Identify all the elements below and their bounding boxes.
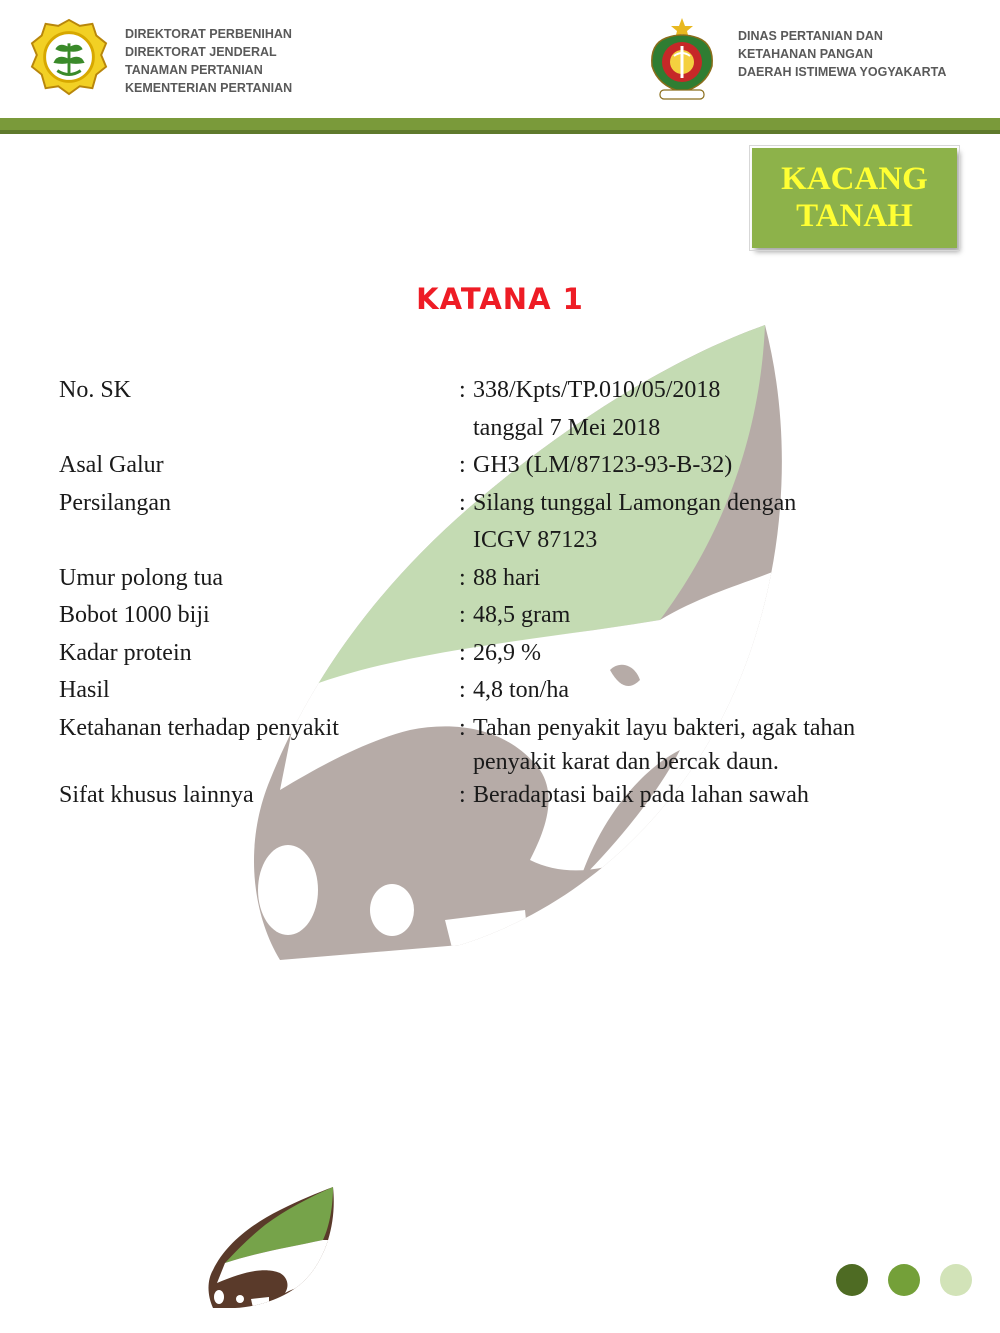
spec-value: [473, 372, 959, 447]
spec-separator: :: [459, 639, 466, 666]
spec-value-line: 26,9 %: [473, 639, 541, 666]
spec-value: [473, 485, 959, 560]
left-org-line: DIREKTORAT JENDERAL: [125, 45, 277, 59]
category-line: TANAH: [796, 198, 913, 234]
diy-emblem-logo: [646, 16, 718, 102]
spec-value-line: 4,8 ton/ha: [473, 677, 569, 703]
category-badge: [752, 148, 957, 248]
left-org-name: [125, 25, 292, 97]
spec-row: [59, 777, 959, 815]
spec-row: [59, 447, 959, 485]
spec-list: [59, 372, 959, 815]
decorative-dot-dark: [836, 1264, 868, 1296]
spec-label: No. SK: [59, 377, 132, 403]
spec-value: [473, 635, 959, 673]
small-leaf-logo: [205, 1185, 335, 1310]
spec-value: [473, 710, 959, 778]
spec-row: [59, 710, 959, 778]
spec-separator: :: [459, 677, 466, 703]
right-org-line: DAERAH ISTIMEWA YOGYAKARTA: [738, 65, 947, 79]
spec-row: [59, 635, 959, 673]
kementan-logo: [30, 18, 108, 96]
spec-value-line: penyakit karat dan bercak daun.: [473, 749, 779, 775]
spec-row: [59, 597, 959, 635]
spec-value: [473, 672, 959, 710]
spec-value-line: Tahan penyakit layu bakteri, agak tahan: [473, 714, 856, 741]
spec-value-line: tanggal 7 Mei 2018: [473, 414, 661, 441]
spec-label: Ketahanan terhadap penyakit: [59, 714, 339, 741]
header-divider-bar: [0, 118, 1000, 134]
spec-value: [473, 560, 959, 598]
spec-separator: :: [459, 377, 466, 403]
spec-value-line: GH3 (LM/87123-93-B-32): [473, 452, 733, 478]
page-title: KATANA 1: [416, 282, 584, 316]
spec-separator: :: [459, 602, 466, 628]
spec-row: [59, 560, 959, 598]
decorative-dot-light: [940, 1264, 972, 1296]
spec-separator: :: [459, 714, 466, 741]
spec-label: Sifat khusus lainnya: [59, 782, 254, 808]
spec-label: Asal Galur: [59, 452, 164, 478]
spec-value-line: 48,5 gram: [473, 602, 571, 628]
right-org-line: DINAS PERTANIAN DAN: [738, 29, 883, 43]
spec-label: Kadar protein: [59, 639, 192, 666]
spec-label: Hasil: [59, 677, 110, 703]
spec-separator: :: [459, 564, 466, 591]
decorative-dot-medium: [888, 1264, 920, 1296]
spec-label: Bobot 1000 biji: [59, 602, 210, 628]
spec-label: Umur polong tua: [59, 564, 223, 591]
category-line: KACANG: [781, 161, 928, 197]
spec-row: [59, 485, 959, 560]
spec-value-line: 338/Kpts/TP.010/05/2018: [473, 377, 721, 403]
spec-value: [473, 597, 959, 635]
spec-value-line: Silang tunggal Lamongan dengan: [473, 489, 797, 516]
right-org-name: [738, 27, 946, 81]
spec-row: [59, 672, 959, 710]
spec-separator: :: [459, 489, 466, 516]
spec-row: [59, 372, 959, 447]
right-org-line: KETAHANAN PANGAN: [738, 47, 873, 61]
spec-separator: :: [459, 452, 466, 478]
left-org-line: KEMENTERIAN PERTANIAN: [125, 81, 293, 95]
spec-value-line: Beradaptasi baik pada lahan sawah: [473, 782, 809, 808]
left-org-line: TANAMAN PERTANIAN: [125, 63, 263, 77]
spec-separator: :: [459, 782, 466, 808]
spec-value-line: 88 hari: [473, 564, 541, 591]
left-org-line: DIREKTORAT PERBENIHAN: [125, 27, 292, 41]
spec-value: [473, 777, 959, 815]
spec-value: [473, 447, 959, 485]
spec-label: Persilangan: [59, 489, 171, 516]
spec-value-line: ICGV 87123: [473, 527, 598, 553]
